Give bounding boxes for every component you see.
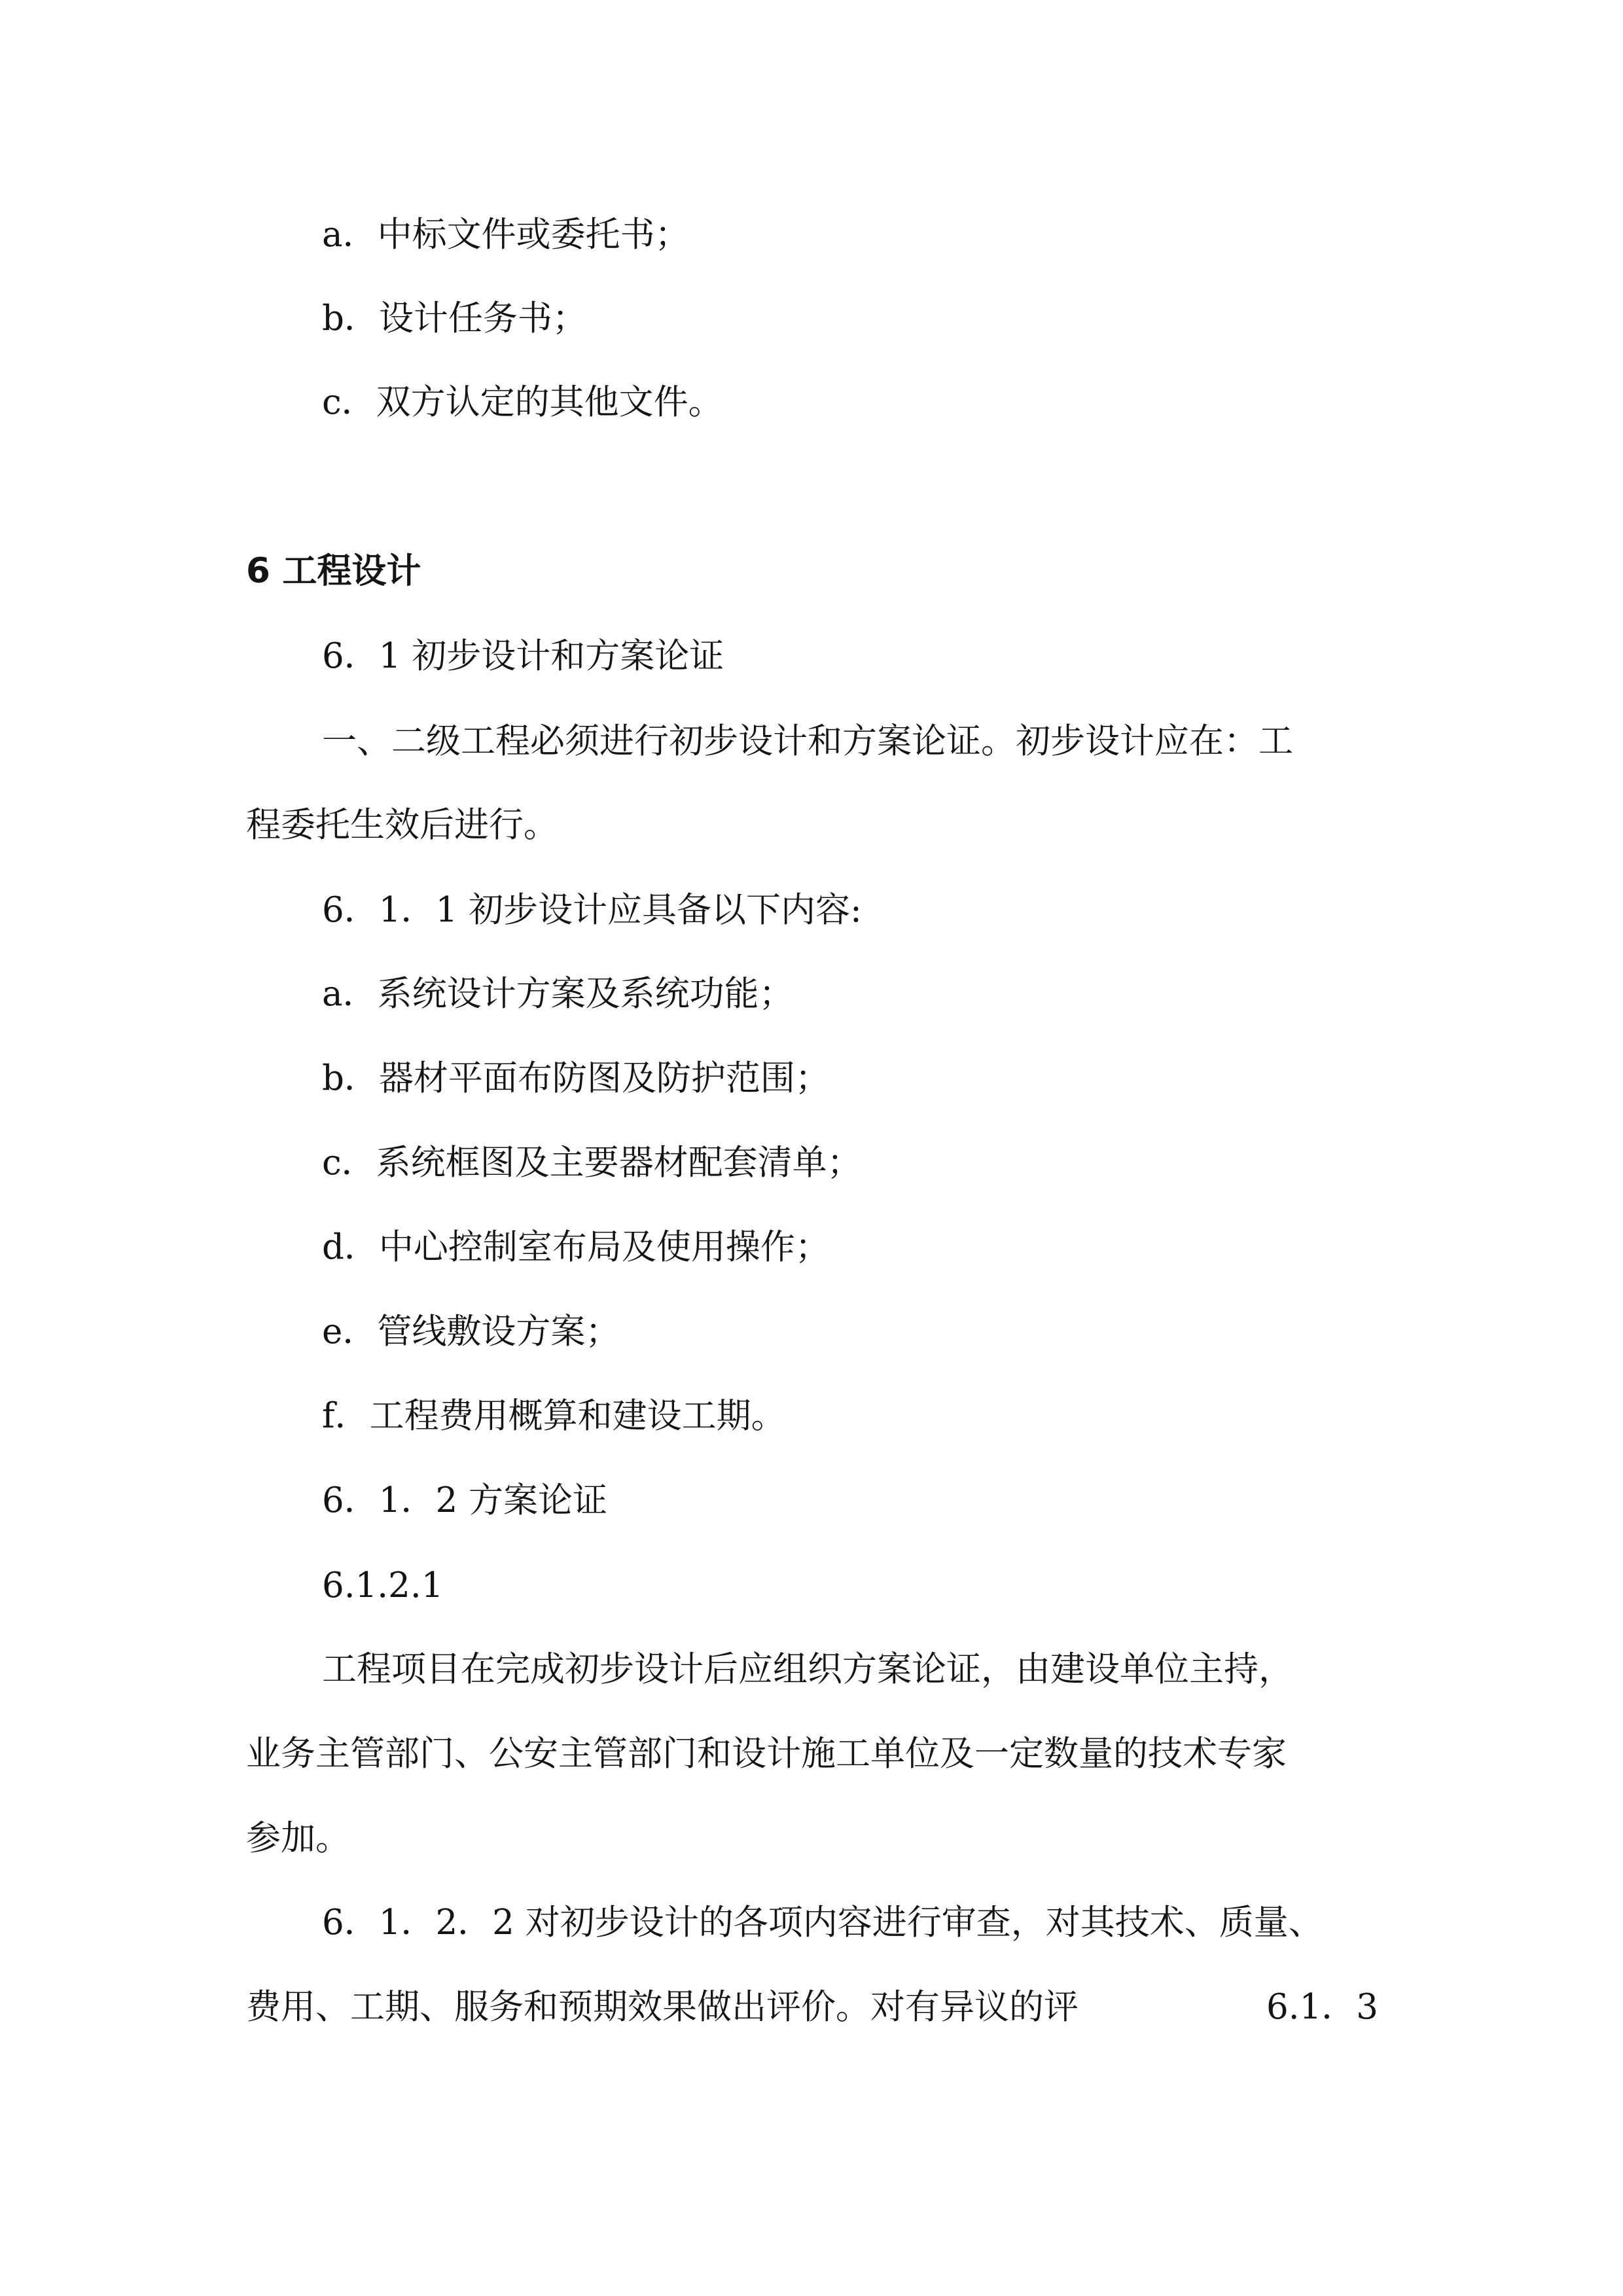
list-item-d: d．中心控制室布局及使用操作； — [322, 1227, 830, 1267]
paragraph-line-left: 费用、工期、服务和预期效果做出评价。对有异议的评 — [246, 1987, 1079, 2027]
list-item-c: c．系统框图及主要器材配套清单； — [322, 1143, 862, 1183]
paragraph-line-split — [246, 1986, 1378, 2029]
list-item-b: b．设计任务书； — [322, 298, 587, 338]
list-item-c: c．双方认定的其他文件。 — [322, 382, 723, 422]
subsection-title-6-1-2: 6．1．2 方案论证 — [322, 1480, 608, 1520]
subsection-title-6-1: 6．1 初步设计和方案论证 — [322, 636, 724, 676]
clause-number: 6.1.2.1 — [322, 1566, 444, 1605]
section-heading: 6 工程设计 — [246, 551, 421, 591]
list-item-f: f．工程费用概算和建设工期。 — [322, 1396, 786, 1436]
paragraph-line: 工程项目在完成初步设计后应组织方案论证，由建设单位主持， — [322, 1649, 1293, 1689]
list-item-a: a．中标文件或委托书； — [322, 215, 690, 255]
clause-number-trailing: 6.1．3 — [1266, 1987, 1378, 2027]
subsection-title-6-1-1: 6．1．1 初步设计应具备以下内容: — [322, 890, 862, 930]
paragraph-line: 一、二级工程必须进行初步设计和方案论证。初步设计应在：工 — [322, 721, 1293, 761]
paragraph-line: 业务主管部门、公安主管部门和设计施工单位及一定数量的技术专家 — [246, 1734, 1287, 1774]
list-item-a: a．系统设计方案及系统功能； — [322, 974, 794, 1014]
paragraph-line: 程委托生效后进行。 — [246, 805, 558, 845]
paragraph-line: 参加。 — [246, 1818, 350, 1858]
list-item-b: b．器材平面布防图及防护范围； — [322, 1058, 830, 1098]
list-item-e: e．管线敷设方案； — [322, 1312, 620, 1352]
paragraph-line: 6．1．2．2 对初步设计的各项内容进行审查，对其技术、质量、 — [322, 1903, 1323, 1943]
